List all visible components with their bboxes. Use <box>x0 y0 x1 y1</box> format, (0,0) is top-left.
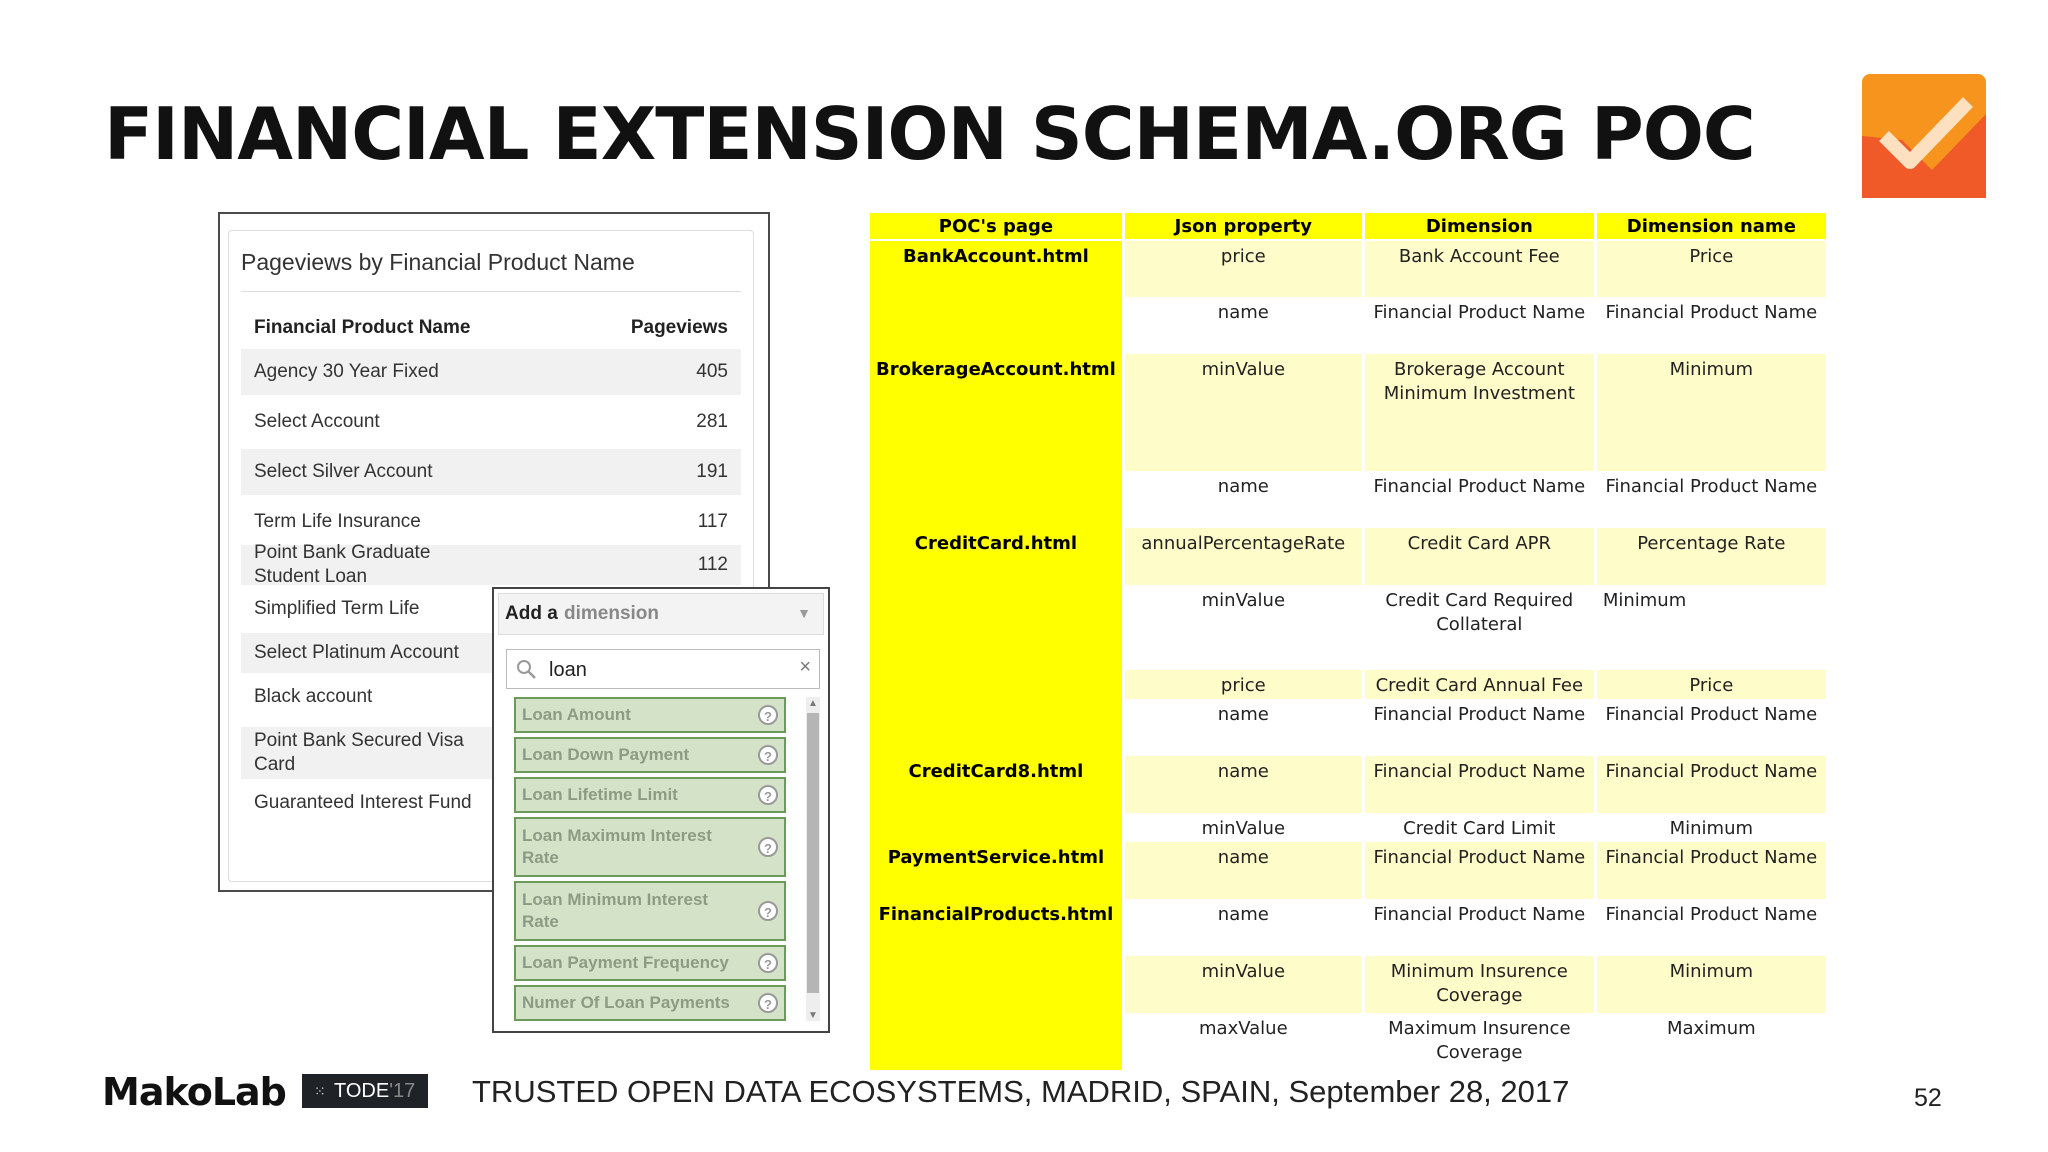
dimension-cell: Bank Account Fee <box>1363 240 1595 297</box>
dimension-cell: Financial Product Name <box>1363 471 1595 528</box>
poc-page-cell: PaymentService.html <box>870 842 1123 899</box>
dimension-option[interactable] <box>514 697 786 733</box>
dimension-cell: Credit Card APR <box>1363 528 1595 585</box>
dimension-name-cell: Price <box>1595 240 1827 297</box>
help-icon[interactable]: ? <box>758 705 778 725</box>
product-name-cell: Black account <box>254 686 373 707</box>
poc-page-cell: CreditCard8.html <box>870 756 1123 842</box>
dimension-option-label: Loan Maximum Interest Rate <box>522 826 712 867</box>
product-name-cell: Select Account <box>254 411 380 432</box>
widget-title: Pageviews by Financial Product Name <box>241 249 635 275</box>
json-property-cell: price <box>1123 670 1363 699</box>
json-property-cell: name <box>1123 899 1363 956</box>
json-property-cell: minValue <box>1123 585 1363 670</box>
pageviews-cell: 112 <box>697 554 728 575</box>
dimension-cell: Financial Product Name <box>1363 756 1595 813</box>
dimension-name-cell: Minimum <box>1595 813 1827 842</box>
dimension-cell: Financial Product Name <box>1363 899 1595 956</box>
table-row <box>870 756 1827 813</box>
dimension-search-input[interactable] <box>547 654 781 686</box>
tode-badge-text <box>334 1074 415 1108</box>
scroll-up-icon[interactable]: ▲ <box>808 698 818 709</box>
table-header <box>241 317 741 345</box>
add-dimension-button[interactable] <box>498 593 824 635</box>
tode-dots-icon: ⁙ <box>314 1083 326 1099</box>
dimension-option[interactable] <box>514 945 786 981</box>
table-row[interactable] <box>241 449 741 495</box>
help-icon[interactable]: ? <box>758 785 778 805</box>
dimension-cell: Brokerage Account Minimum Investment <box>1363 354 1595 471</box>
dimension-cell: Credit Card Required Collateral <box>1363 585 1595 670</box>
dimension-cell: Maximum Insurence Coverage <box>1363 1013 1595 1070</box>
dimension-cell: Credit Card Annual Fee <box>1363 670 1595 699</box>
dimension-cell: Financial Product Name <box>1363 699 1595 756</box>
dimension-name-cell: Price <box>1595 670 1827 699</box>
dimension-option[interactable] <box>514 777 786 813</box>
table-row <box>870 240 1827 297</box>
product-name-cell: Agency 30 Year Fixed <box>254 361 439 382</box>
json-property-cell: minValue <box>1123 354 1363 471</box>
table-row[interactable] <box>241 499 741 545</box>
makolab-logo: MakoLab <box>102 1070 286 1114</box>
header-json-property: Json property <box>1123 213 1363 240</box>
table-row[interactable] <box>241 542 741 587</box>
dimension-name-cell: Minimum <box>1595 585 1827 670</box>
dimension-name-cell: Financial Product Name <box>1595 297 1827 354</box>
dimension-option-label: Loan Lifetime Limit <box>522 785 678 804</box>
table-row <box>870 899 1827 956</box>
json-property-cell: name <box>1123 471 1363 528</box>
json-property-cell: name <box>1123 699 1363 756</box>
poc-page-cell: BrokerageAccount.html <box>870 354 1123 528</box>
dimension-option[interactable] <box>514 881 786 941</box>
table-header-row <box>870 213 1827 240</box>
dimension-name-cell: Financial Product Name <box>1595 471 1827 528</box>
pageviews-cell: 405 <box>696 361 728 382</box>
dimension-option-label: Loan Payment Frequency <box>522 953 729 972</box>
dimension-name-cell: Percentage Rate <box>1595 528 1827 585</box>
dimension-name-cell: Maximum <box>1595 1013 1827 1070</box>
dimension-cell: Minimum Insurence Coverage <box>1363 956 1595 1013</box>
dimension-option-label: Loan Amount <box>522 705 631 724</box>
dimension-option[interactable] <box>514 985 786 1021</box>
add-dimension-label-suffix: dimension <box>564 603 660 624</box>
header-poc-page: POC's page <box>870 213 1123 240</box>
table-row <box>870 842 1827 899</box>
product-name-cell: Term Life Insurance <box>254 511 421 532</box>
help-icon[interactable]: ? <box>758 837 778 857</box>
help-icon[interactable]: ? <box>758 953 778 973</box>
dimension-cell: Financial Product Name <box>1363 297 1595 354</box>
column-header-pageviews[interactable]: Pageviews <box>630 317 728 338</box>
json-property-cell: maxValue <box>1123 1013 1363 1070</box>
dimension-option[interactable] <box>514 817 786 877</box>
add-dimension-dropdown <box>492 587 830 1033</box>
scroll-down-icon[interactable]: ▼ <box>808 1010 818 1021</box>
add-dimension-label-prefix: Add a <box>505 603 558 624</box>
tode-badge <box>302 1074 428 1108</box>
event-caption: TRUSTED OPEN DATA ECOSYSTEMS, MADRID, SPAIN, September 28, 2017 <box>472 1074 1570 1109</box>
product-name-cell: Guaranteed Interest Fund <box>254 792 472 813</box>
pageviews-cell: 191 <box>696 461 728 482</box>
table-row[interactable] <box>241 399 741 445</box>
help-icon[interactable]: ? <box>758 745 778 765</box>
dimension-name-cell: Financial Product Name <box>1595 842 1827 899</box>
product-name-cell: Select Silver Account <box>254 461 433 482</box>
dimension-cell: Credit Card Limit <box>1363 813 1595 842</box>
clear-icon[interactable]: × <box>799 656 811 678</box>
dimension-cell: Financial Product Name <box>1363 842 1595 899</box>
dimension-option[interactable] <box>514 737 786 773</box>
dimension-option-label: Loan Down Payment <box>522 745 690 764</box>
dimension-option-label: Loan Minimum Interest Rate <box>522 890 709 931</box>
poc-page-cell: FinancialProducts.html <box>870 899 1123 1070</box>
table-row <box>870 528 1827 585</box>
product-name-cell: Simplified Term Life <box>254 598 420 619</box>
scrollbar-thumb[interactable] <box>807 713 819 993</box>
json-property-cell: name <box>1123 842 1363 899</box>
tode-badge-year: '17 <box>389 1080 416 1102</box>
search-icon <box>515 658 537 680</box>
header-dimension-name: Dimension name <box>1595 213 1827 240</box>
dimension-name-cell: Financial Product Name <box>1595 899 1827 956</box>
table-row[interactable] <box>241 349 741 395</box>
json-property-cell: price <box>1123 240 1363 297</box>
pageviews-cell: 117 <box>697 511 728 532</box>
poc-page-cell: BankAccount.html <box>870 240 1123 354</box>
json-property-cell: minValue <box>1123 956 1363 1013</box>
pageviews-cell: 281 <box>696 411 728 432</box>
product-name-cell: Point Bank Graduate Student Loan <box>254 542 431 587</box>
dimension-search-box <box>506 649 820 689</box>
column-header-name[interactable]: Financial Product Name <box>254 317 471 338</box>
dimension-name-cell: Minimum <box>1595 354 1827 471</box>
product-name-cell: Point Bank Secured Visa Card <box>254 730 464 775</box>
help-icon[interactable]: ? <box>758 993 778 1013</box>
product-name-cell: Select Platinum Account <box>254 642 459 663</box>
brand-logo-icon <box>1862 74 1986 198</box>
json-property-cell: name <box>1123 756 1363 813</box>
poc-mapping-table <box>870 213 1829 1070</box>
dimension-name-cell: Minimum <box>1595 956 1827 1013</box>
table-row <box>870 354 1827 471</box>
divider <box>241 291 741 292</box>
chevron-down-icon[interactable]: ▼ <box>797 605 811 621</box>
dimension-name-cell: Financial Product Name <box>1595 756 1827 813</box>
dimension-option-label: Numer Of Loan Payments <box>522 993 730 1012</box>
poc-page-cell: CreditCard.html <box>870 528 1123 756</box>
page-number: 52 <box>1914 1084 1942 1112</box>
tode-badge-label: TODE <box>334 1080 390 1102</box>
header-dimension: Dimension <box>1363 213 1595 240</box>
json-property-cell: annualPercentageRate <box>1123 528 1363 585</box>
json-property-cell: minValue <box>1123 813 1363 842</box>
slide-title: FINANCIAL EXTENSION SCHEMA.ORG POC <box>104 92 1755 176</box>
dimension-name-cell: Financial Product Name <box>1595 699 1827 756</box>
json-property-cell: name <box>1123 297 1363 354</box>
help-icon[interactable]: ? <box>758 901 778 921</box>
